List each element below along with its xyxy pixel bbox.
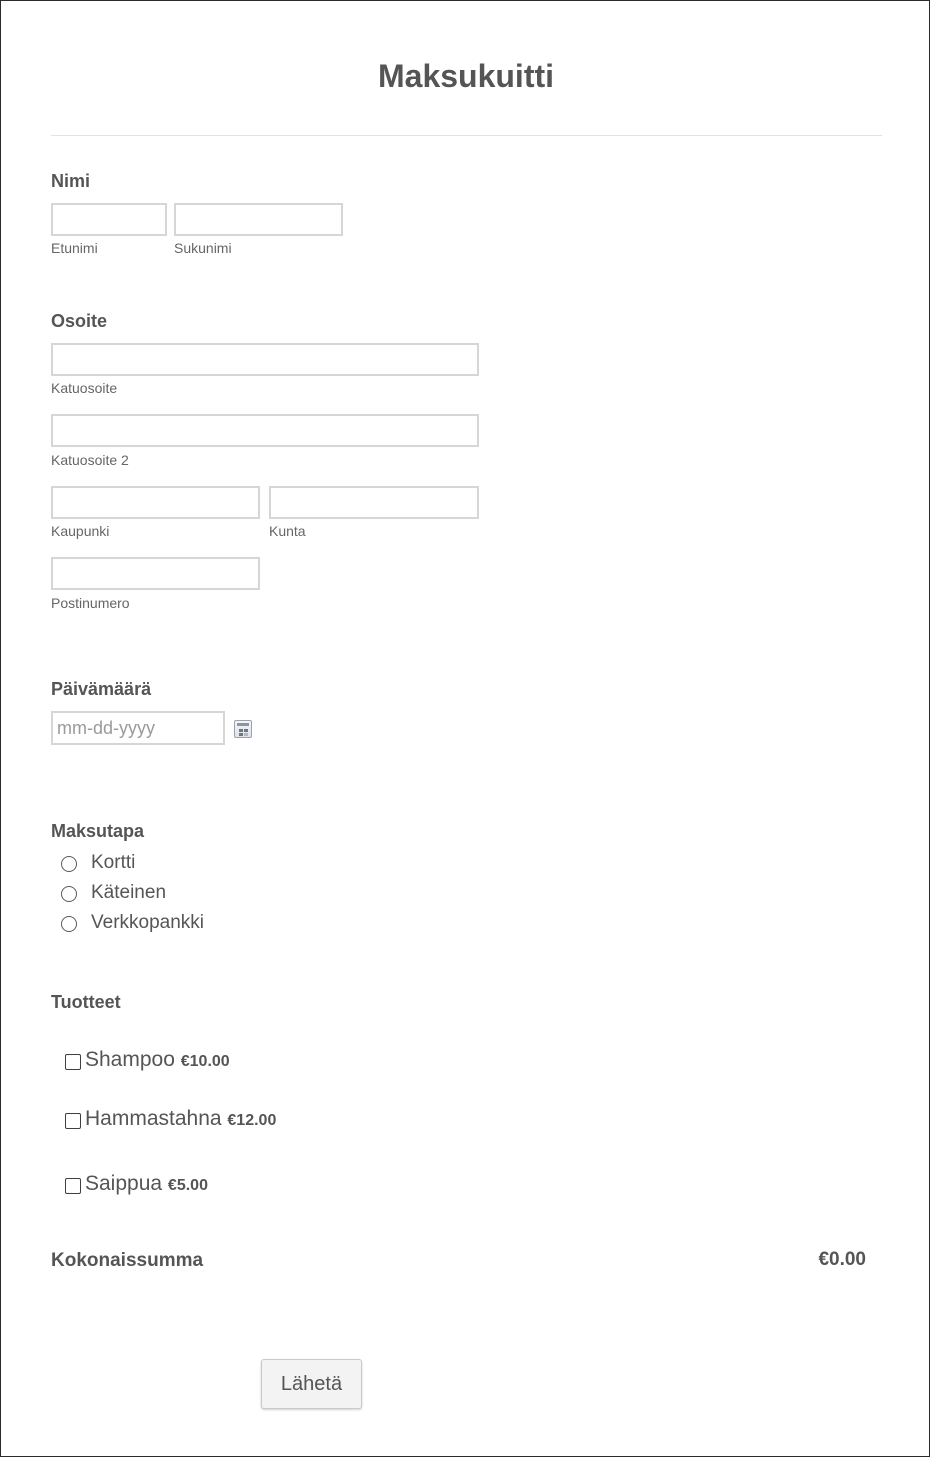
product-item[interactable] xyxy=(85,1048,230,1074)
payment-radio-kortti[interactable] xyxy=(61,856,77,872)
product-checkbox-hammastahna[interactable] xyxy=(65,1113,81,1129)
payment-radio-kateinen[interactable] xyxy=(61,886,77,902)
payment-radio-verkkopankki[interactable] xyxy=(61,916,77,932)
payment-method-label: Maksutapa xyxy=(51,821,145,841)
last-name-input[interactable] xyxy=(174,203,343,236)
total-value: €0.00 xyxy=(818,1249,866,1270)
street-address-input[interactable] xyxy=(51,343,479,376)
total-label: Kokonaissumma xyxy=(51,1250,204,1271)
municipality-input[interactable] xyxy=(269,486,479,519)
name-label: Nimi xyxy=(51,171,91,191)
payment-option-label[interactable]: Käteinen xyxy=(91,882,167,903)
postal-code-input[interactable] xyxy=(51,557,260,590)
last-name-sublabel: Sukunimi xyxy=(174,240,232,256)
product-item[interactable] xyxy=(85,1172,208,1198)
submit-button[interactable]: Lähetä xyxy=(261,1359,362,1409)
street-address2-input[interactable] xyxy=(51,414,479,447)
product-price: €12.00 xyxy=(227,1112,277,1129)
calendar-icon[interactable] xyxy=(234,720,252,738)
street-address2-sublabel: Katuosoite 2 xyxy=(51,452,129,468)
products-label: Tuotteet xyxy=(51,992,121,1012)
product-name: Shampoo xyxy=(85,1048,175,1071)
street-address-sublabel: Katuosoite xyxy=(51,380,118,396)
city-input[interactable] xyxy=(51,486,260,519)
product-name: Saippua xyxy=(85,1172,163,1195)
product-name: Hammastahna xyxy=(85,1107,222,1130)
address-label: Osoite xyxy=(51,311,108,331)
first-name-input[interactable] xyxy=(51,203,167,236)
product-price: €5.00 xyxy=(167,1177,208,1194)
city-sublabel: Kaupunki xyxy=(51,523,110,539)
municipality-sublabel: Kunta xyxy=(269,523,306,539)
payment-option-label[interactable]: Kortti xyxy=(91,852,136,873)
product-checkbox-saippua[interactable] xyxy=(65,1178,81,1194)
date-input[interactable] xyxy=(51,711,225,745)
product-price: €10.00 xyxy=(180,1053,230,1070)
product-item[interactable] xyxy=(85,1107,276,1133)
postal-code-sublabel: Postinumero xyxy=(51,595,130,611)
product-checkbox-shampoo[interactable] xyxy=(65,1054,81,1070)
first-name-sublabel: Etunimi xyxy=(51,240,98,256)
form-title: Maksukuitti xyxy=(377,58,555,94)
payment-option-label[interactable]: Verkkopankki xyxy=(91,912,205,933)
title-divider xyxy=(51,135,882,136)
date-label: Päivämäärä xyxy=(51,679,152,699)
